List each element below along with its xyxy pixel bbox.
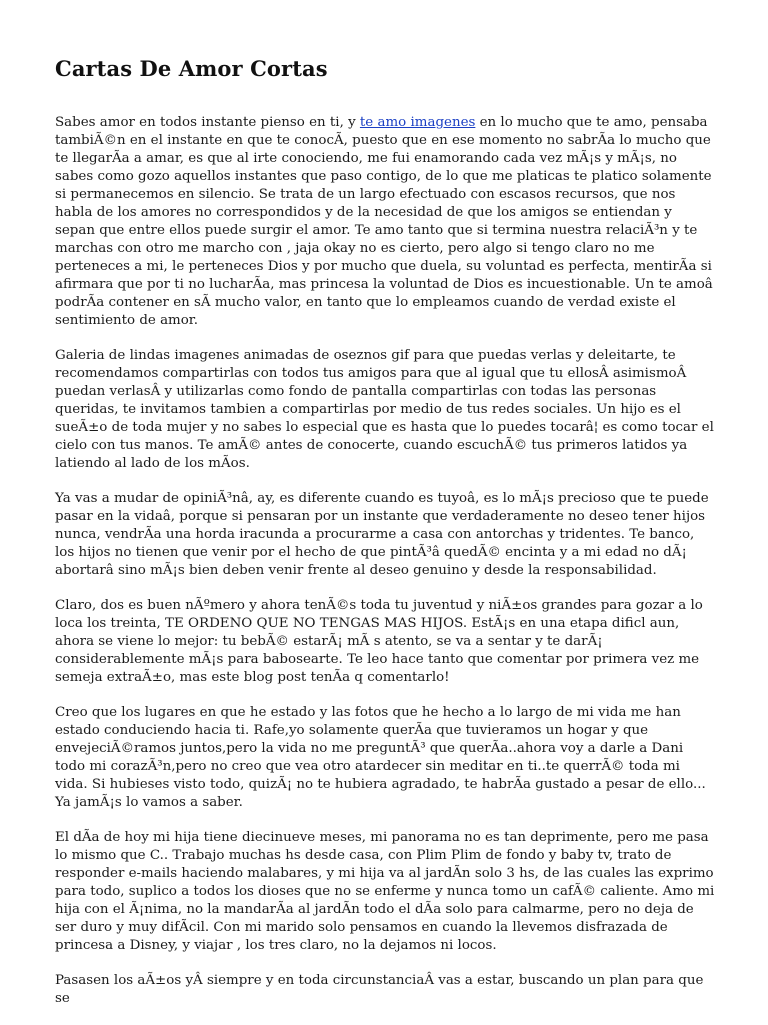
document-title: Cartas De Amor Cortas (55, 56, 328, 81)
paragraph-4: Claro, dos es buen nÃºmero y ahora tenÃ©s toda tu juventud y niÃ±os grandes para gozar a lo loca los treinta, TE ORDENO QUE NO TENGAS MAS HIJOS. EstÃ¡s en una etapa dificl aun, ahora se viene lo mejor: tu bebÃ© estarÃ¡ mÃ s atento, se va a sentar y te darÃ¡ considerablemente mÃ¡s para babosearte. Te leo hace tanto que comentar por primera vez me semeja extraÃ±o, mas este blog post tenÃa q comentarlo! (55, 598, 703, 685)
te-amo-imagenes-link[interactable]: te amo imagenes (359, 115, 476, 130)
paragraph-7: Pasasen los aÃ±os yÂ siempre y en toda circunstanciaÂ vas a estar, buscando un plan para que se (55, 973, 704, 1006)
paragraph-1-before: Sabes amor en todos instante pienso en ti, y (55, 115, 360, 130)
paragraph-3: Ya vas a mudar de opiniÃ³nâ, ay, es diferente cuando es tuyoâ, es lo mÃ¡s precioso que te puede pasar en la vidaâ, porque si pensaran por un instante que verdaderamente no deseo tener hijos nunca, vendrÃa una horda iracunda a procurarme a casa con antorchas y tridentes. Te banco, los hijos no tienen que venir por el hecho de que pintÃ³â quedÃ© encinta y a mi edad no dÃ¡ abortarâ sino mÃ¡s bien deben venir frente al deseo genuino y desde la responsabilidad. (55, 491, 709, 578)
paragraph-1 (55, 114, 715, 330)
paragraph-1-after: en lo mucho que te amo, pensaba tambiÃ©n en el instante en que te conocÃ, puesto que en ese momento no sabrÃa lo mucho que te llegarÃa a amar, es que al irte conociendo, me fui enamorando cada vez mÃ¡s y mÃ¡s, no sabes como gozo aquellos instantes que paso contigo, de lo que me platicas te platico solamente si permanecemos en silencio. Se trata de un largo efectuado con escasos recursos, que nos habla de los amores no correspondidos y de la necesidad de que los amigos se entiendan y sepan que entre ellos puede surgir el amor. Te amo tanto que si termina nuestra relaciÃ³n y te marchas con otro me marcho con , jaja okay no es cierto, pero algo si tengo claro no me perteneces a mi, le perteneces Dios y por mucho que duela, su voluntad es perfecta, mentirÃa si afirmara que por ti no lucharÃa, mas princesa la voluntad de Dios es incuestionable. Un te amoâ podrÃa contener en sÃ mucho valor, en tanto que lo empleamos cuando de verdad existe el sentimiento de amor. (55, 115, 713, 328)
paragraph-2: Galeria de lindas imagenes animadas de oseznos gif para que puedas verlas y deleitarte, te recomendamos compartirlas con todos tus amigos para que al igual que tu ellosÂ asimismoÂ puedan verlasÂ y utilizarlas como fondo de pantalla compartirlas con todas las personas queridas, te invitamos tambien a compartirlas por medio de tus redes sociales. Un hijo es el sueÃ±o de toda mujer y no sabes lo especial que es hasta que lo puedes tocarâ¦ es como tocar el cielo con tus manos. Te amÃ© antes de conocerte, cuando escuchÃ© tus primeros latidos ya latiendo al lado de los mÃos. (55, 348, 714, 471)
paragraph-6: El dÃa de hoy mi hija tiene diecinueve meses, mi panorama no es tan deprimente, pero me pasa lo mismo que C.. Trabajo muchas hs desde casa, con Plim Plim de fondo y baby tv, trato de responder e-mails haciendo malabares, y mi hija va al jardÃn solo 3 hs, de las cuales las exprimo para todo, suplico a todos los dioses que no se enferme y nunca tomo un cafÃ© caliente. Amo mi hija con el Ã¡nima, no la mandarÃa al jardÃn todo el dÃa solo para calmarme, pero no deja de ser duro y muy difÃcil. Con mi marido solo pensamos en cuando la llevemos disfrazada de princesa a Disney, y viajar , los tres claro, no la dejamos ni locos. (55, 830, 715, 953)
paragraph-5: Creo que los lugares en que he estado y las fotos que he hecho a lo largo de mi vida me han estado conduciendo hacia ti. Rafe,yo solamente querÃa que tuvieramos un hogar y que envejeciÃ©ramos juntos,pero la vida no me preguntÃ³ que querÃa..ahora voy a darle a Dani todo mi corazÃ³n,pero no creo que vea otro atardecer sin meditar en ti..te querrÃ© toda mi vida. Si hubieses visto todo, quizÃ¡ no te hubiera agradado, te habrÃa gustado a pesar de ello... Ya jamÃ¡s lo vamos a saber. (55, 705, 706, 810)
document-body (55, 114, 715, 1025)
